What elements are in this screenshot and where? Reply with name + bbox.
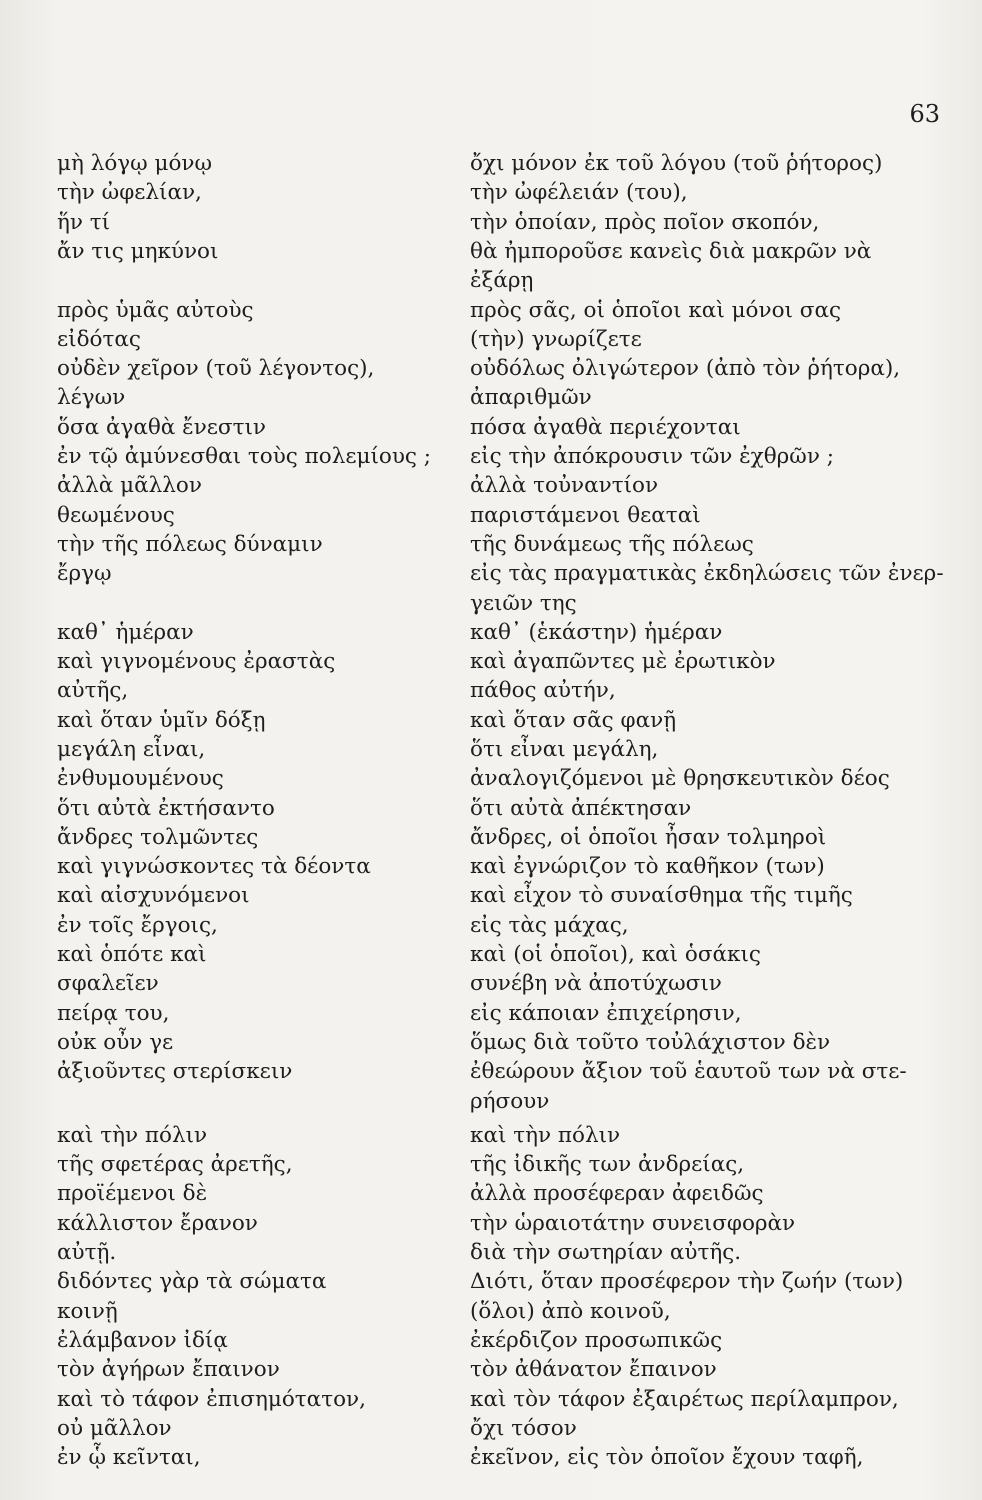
text-row: [0, 1180, 982, 1208]
text-row: [0, 531, 982, 559]
text-row: [0, 1298, 982, 1326]
translation-phrase: ἐθεώρουν ἄξιον τοῦ ἑαυτοῦ των νὰ στε-: [470, 1059, 907, 1084]
text-row: [0, 707, 982, 735]
text-row: [0, 1088, 982, 1116]
original-phrase: σφαλεῖεν: [57, 971, 159, 996]
translation-phrase: ἐκέρδιζον προσωπικῶς: [470, 1328, 723, 1353]
translation-phrase: (ὅλοι) ἀπὸ κοινοῦ,: [470, 1299, 671, 1324]
translation-phrase: θὰ ἠμποροῦσε κανεὶς διὰ μακρῶν νὰ: [470, 239, 872, 264]
text-row: [0, 1444, 982, 1472]
text-row: [0, 1210, 982, 1238]
original-phrase: εἰδότας: [57, 327, 141, 352]
original-phrase: καὶ τὸ τάφον ἐπισημότατον,: [57, 1387, 366, 1412]
original-phrase: αὐτῇ.: [57, 1240, 117, 1265]
text-row: [0, 355, 982, 383]
original-phrase: πρὸς ὑμᾶς αὐτοὺς: [57, 298, 254, 323]
text-row: [0, 677, 982, 705]
translation-phrase: ὅμως διὰ τοῦτο τοὐλάχιστον δὲν: [470, 1030, 831, 1055]
text-row: [0, 1122, 982, 1150]
text-row: [0, 648, 982, 676]
original-phrase: ἀλλὰ μᾶλλον: [57, 473, 202, 498]
original-phrase: ἀξιοῦντες στερίσκειν: [57, 1059, 293, 1084]
translation-phrase: τὴν ὡραιοτάτην συνεισφορὰν: [470, 1211, 796, 1236]
original-phrase: προϊέμενοι δὲ: [57, 1181, 208, 1206]
text-row: [0, 1415, 982, 1443]
original-phrase: καὶ αἰσχυνόμενοι: [57, 883, 250, 908]
translation-phrase: καὶ τὴν πόλιν: [470, 1123, 621, 1148]
original-phrase: ἄνδρες τολμῶντες: [57, 825, 259, 850]
text-row: [0, 853, 982, 881]
text-row: [0, 1151, 982, 1179]
translation-phrase: πρὸς σᾶς, οἱ ὁποῖοι καὶ μόνοι σας: [470, 298, 842, 323]
original-phrase: οὐδὲν χεῖρον (τοῦ λέγοντος),: [57, 356, 375, 381]
text-row: [0, 941, 982, 969]
translation-phrase: ἐκεῖνον, εἰς τὸν ὁποῖον ἔχουν ταφῆ,: [470, 1445, 864, 1470]
text-row: [0, 765, 982, 793]
text-row: [0, 1356, 982, 1384]
original-phrase: ἄν τις μηκύνοι: [57, 239, 219, 264]
original-phrase: τῆς σφετέρας ἀρετῆς,: [57, 1152, 293, 1177]
translation-phrase: καὶ ὅταν σᾶς φανῇ: [470, 708, 677, 733]
original-phrase: καὶ γιγνώσκοντες τὰ δέοντα: [57, 854, 371, 879]
translation-phrase: τῆς δυνάμεως τῆς πόλεως: [470, 532, 754, 557]
original-phrase: αὐτῆς,: [57, 678, 129, 703]
original-phrase: λέγων: [57, 385, 126, 410]
translation-phrase: καὶ τὸν τάφον ἐξαιρέτως περίλαμπρον,: [470, 1387, 899, 1412]
original-phrase: τὴν τῆς πόλεως δύναμιν: [57, 532, 323, 557]
translation-phrase: συνέβη νὰ ἀποτύχωσιν: [470, 971, 722, 996]
translation-phrase: ἐξάρῃ: [470, 268, 534, 293]
text-row: [0, 1268, 982, 1296]
original-phrase: πείρᾳ του,: [57, 1001, 170, 1026]
translation-phrase: γειῶν της: [470, 591, 577, 616]
text-row: [0, 1239, 982, 1267]
original-phrase: τὴν ὠφελίαν,: [57, 180, 202, 205]
original-phrase: θεωμένους: [57, 503, 175, 528]
text-row: [0, 443, 982, 471]
translation-phrase: πάθος αὐτήν,: [470, 678, 616, 703]
original-phrase: καθ᾽ ἡμέραν: [57, 620, 194, 645]
original-phrase: οὐκ οὖν γε: [57, 1030, 174, 1055]
text-row: [0, 1000, 982, 1028]
translation-phrase: διὰ τὴν σωτηρίαν αὐτῆς.: [470, 1240, 742, 1265]
translation-phrase: καὶ ἀγαπῶντες μὲ ἐρωτικὸν: [470, 649, 776, 674]
original-phrase: μὴ λόγῳ μόνῳ: [57, 151, 212, 176]
translation-phrase: ὄχι τόσον: [470, 1416, 577, 1441]
original-phrase: καὶ γιγνομένους ἐραστὰς: [57, 649, 336, 674]
text-row: [0, 326, 982, 354]
translation-phrase: ἀλλὰ προσέφεραν ἀφειδῶς: [470, 1181, 764, 1206]
original-phrase: ὅτι αὐτὰ ἐκτήσαντο: [57, 796, 275, 821]
text-row: [0, 238, 982, 266]
text-row: [0, 1058, 982, 1086]
text-row: [0, 472, 982, 500]
text-row: [0, 297, 982, 325]
original-phrase: ἥν τί: [57, 210, 111, 235]
text-row: [0, 179, 982, 207]
text-row: [0, 560, 982, 588]
original-phrase: καὶ τὴν πόλιν: [57, 1123, 208, 1148]
translation-phrase: τῆς ἰδικῆς των ἀνδρείας,: [470, 1152, 745, 1177]
original-phrase: καὶ ὁπότε καὶ: [57, 942, 207, 967]
text-row: [0, 912, 982, 940]
page-number: 63: [909, 100, 940, 128]
translation-phrase: ἀπαριθμῶν: [470, 385, 592, 410]
translation-phrase: Διότι, ὅταν προσέφερον τὴν ζωήν (των): [470, 1269, 904, 1294]
translation-phrase: καὶ (οἱ ὁποῖοι), καὶ ὁσάκις: [470, 942, 761, 967]
text-row: [0, 502, 982, 530]
translation-phrase: ἀλλὰ τοὐναντίον: [470, 473, 659, 498]
original-phrase: ἔργῳ: [57, 561, 112, 586]
text-row: [0, 970, 982, 998]
original-phrase: ἐν τῷ ἀμύνεσθαι τοὺς πολεμίους ;: [57, 444, 432, 469]
translation-phrase: εἰς τὰς μάχας,: [470, 913, 629, 938]
text-row: [0, 384, 982, 412]
text-row: [0, 1327, 982, 1355]
original-phrase: κοινῇ: [57, 1299, 118, 1324]
translation-phrase: ἄνδρες, οἱ ὁποῖοι ἦσαν τολμηροὶ: [470, 825, 827, 850]
translation-phrase: εἰς τὴν ἀπόκρουσιν τῶν ἐχθρῶν ;: [470, 444, 834, 469]
translation-phrase: ὅτι εἶναι μεγάλη,: [470, 737, 659, 762]
text-row: [0, 824, 982, 852]
original-phrase: ἐνθυμουμένους: [57, 766, 224, 791]
translation-phrase: εἰς τὰς πραγματικὰς ἐκδηλώσεις τῶν ἐνερ-: [470, 561, 944, 586]
text-row: [0, 1386, 982, 1414]
original-phrase: ἐν τοῖς ἔργοις,: [57, 913, 218, 938]
text-row: [0, 1029, 982, 1057]
text-row: [0, 882, 982, 910]
text-row: [0, 150, 982, 178]
original-phrase: μεγάλη εἶναι,: [57, 737, 206, 762]
translation-phrase: πόσα ἀγαθὰ περιέχονται: [470, 415, 741, 440]
translation-phrase: τὴν ὠφέλειάν (του),: [470, 180, 688, 205]
translation-phrase: ρήσουν: [470, 1089, 550, 1114]
text-row: [0, 795, 982, 823]
translation-phrase: (τὴν) γνωρίζετε: [470, 327, 642, 352]
original-phrase: ἐν ᾧ κεῖνται,: [57, 1445, 201, 1470]
translation-phrase: εἰς κάποιαν ἐπιχείρησιν,: [470, 1001, 742, 1026]
translation-phrase: ὅτι αὐτὰ ἀπέκτησαν: [470, 796, 692, 821]
original-phrase: ὅσα ἀγαθὰ ἔνεστιν: [57, 415, 266, 440]
translation-phrase: τὸν ἀθάνατον ἔπαινον: [470, 1357, 717, 1382]
original-phrase: τὸν ἀγήρων ἔπαινον: [57, 1357, 280, 1382]
text-row: [0, 619, 982, 647]
text-row: [0, 209, 982, 237]
original-phrase: οὐ μᾶλλον: [57, 1416, 172, 1441]
translation-phrase: ἀναλογιζόμενοι μὲ θρησκευτικὸν δέος: [470, 766, 890, 791]
original-phrase: καὶ ὅταν ὑμῖν δόξῃ: [57, 708, 266, 733]
text-row: [0, 736, 982, 764]
translation-phrase: τὴν ὁποίαν, πρὸς ποῖον σκοπόν,: [470, 210, 820, 235]
original-phrase: κάλλιστον ἔρανον: [57, 1211, 258, 1236]
original-phrase: διδόντες γὰρ τὰ σώματα: [57, 1269, 327, 1294]
translation-phrase: καὶ ἐγνώριζον τὸ καθῆκον (των): [470, 854, 825, 879]
translation-phrase: καθ᾽ (ἑκάστην) ἡμέραν: [470, 620, 723, 645]
translation-phrase: καὶ εἶχον τὸ συναίσθημα τῆς τιμῆς: [470, 883, 853, 908]
text-row: [0, 267, 982, 295]
original-phrase: ἐλάμβανον ἰδίᾳ: [57, 1328, 228, 1353]
text-row: [0, 590, 982, 618]
translation-phrase: ὄχι μόνον ἐκ τοῦ λόγου (τοῦ ῥήτορος): [470, 151, 883, 176]
translation-phrase: παριστάμενοι θεαταὶ: [470, 503, 701, 528]
text-row: [0, 414, 982, 442]
translation-phrase: οὐδόλως ὀλιγώτερον (ἀπὸ τὸν ῥήτορα),: [470, 356, 901, 381]
